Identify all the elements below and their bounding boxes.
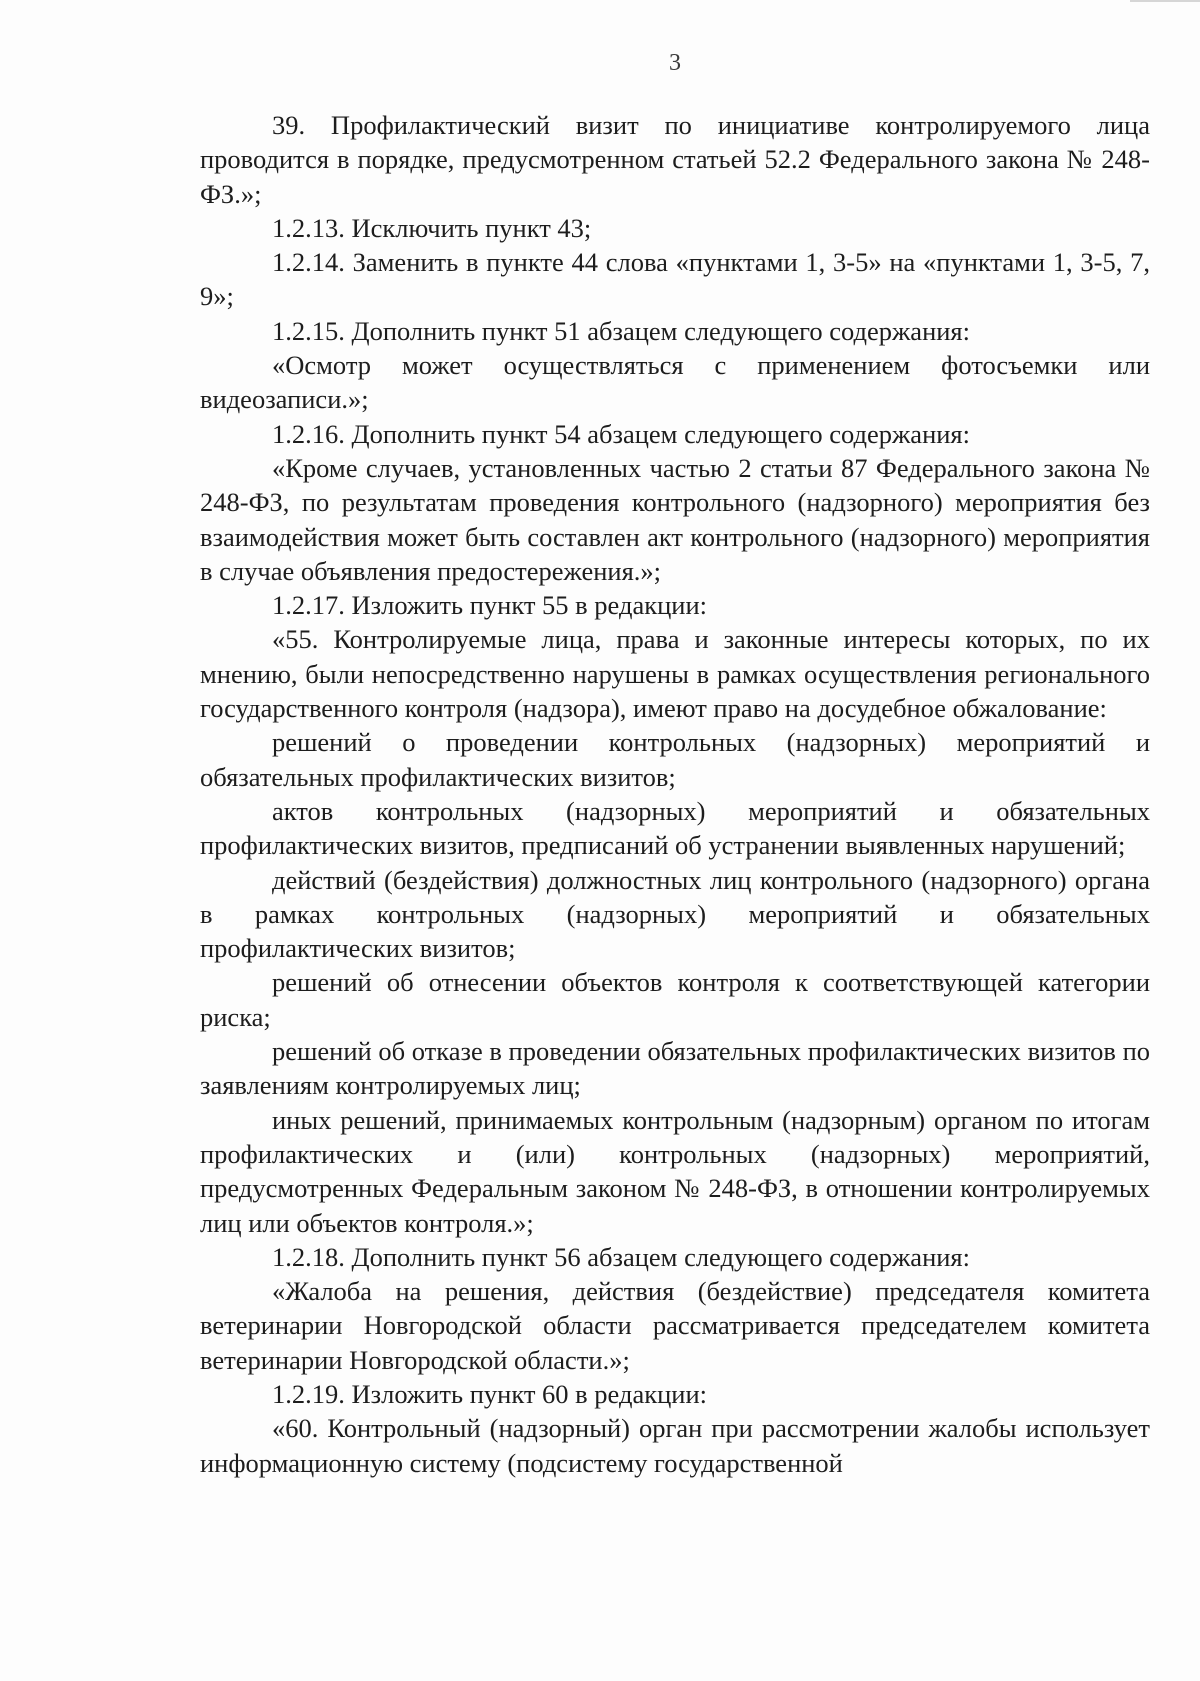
paragraph: 1.2.14. Заменить в пункте 44 слова «пунктами 1, 3-5» на «пунктами 1, 3-5, 7, 9»;	[200, 247, 1150, 312]
paragraph: 39. Профилактический визит по инициативе контролируемого лица проводится в порядке, предусмотренном статьей 52.2 Федерального закона № 248-ФЗ.»;	[200, 110, 1150, 209]
paragraph: «Осмотр может осуществляться с применением фотосъемки или видеозаписи.»;	[200, 350, 1150, 415]
paragraph: «Жалоба на решения, действия (бездействие) председателя комитета ветеринарии Новгородской области рассматривается председателем комитета ветеринарии Новгородской области.»;	[200, 1276, 1150, 1375]
paragraph: 1.2.17. Изложить пункт 55 в редакции:	[272, 590, 707, 621]
paragraph: «60. Контрольный (надзорный) орган при рассмотрении жалобы использует информационную систему (подсистему государственной	[200, 1413, 1150, 1478]
paragraph: «55. Контролируемые лица, права и законные интересы которых, по их мнению, были непосредственно нарушены в рамках осуществления регионального государственного контроля (надзора), имеют право на досудебное обжалование:	[200, 624, 1150, 724]
paragraph: действий (бездействия) должностных лиц контрольного (надзорного) органа в рамках контрольных (надзорных) мероприятий и обязательных профилактических визитов;	[200, 864, 1150, 964]
paragraph: 1.2.16. Дополнить пункт 54 абзацем следующего содержания:	[272, 418, 970, 449]
paragraph: 1.2.18. Дополнить пункт 56 абзацем следующего содержания:	[272, 1241, 970, 1272]
scan-edge-mark	[1130, 0, 1200, 2]
paragraph: актов контрольных (надзорных) мероприятий и обязательных профилактических визитов, предписаний об устранении выявленных нарушений;	[200, 795, 1150, 861]
paragraph: решений об отнесении объектов контроля к соответствующей категории риска;	[200, 967, 1150, 1032]
paragraph: решений об отказе в проведении обязательных профилактических визитов по заявлениям контролируемых лиц;	[200, 1036, 1150, 1101]
paragraph: 1.2.19. Изложить пункт 60 в редакции:	[272, 1378, 707, 1409]
paragraph: решений о проведении контрольных (надзорных) мероприятий и обязательных профилактических визитов;	[200, 727, 1150, 792]
paragraph: иных решений, принимаемых контрольным (надзорным) органом по итогам профилактических и (или) контрольных (надзорных) мероприятий, предусмотренных Федеральным законом № 248-ФЗ, в отношении контролируемых лиц или объектов контроля.»;	[200, 1104, 1150, 1238]
page-number: 3	[669, 50, 681, 76]
paragraph: 1.2.13. Исключить пункт 43;	[272, 212, 592, 243]
paragraph: «Кроме случаев, установленных частью 2 статьи 87 Федерального закона № 248-ФЗ, по результатам проведения контрольного (надзорного) мероприятия без взаимодействия может быть составлен акт контрольного (надзорного) мероприятия в случае объявления предостережения.»;	[200, 452, 1150, 586]
paragraph: 1.2.15. Дополнить пункт 51 абзацем следующего содержания:	[272, 315, 970, 346]
document-body	[200, 108, 1150, 1480]
